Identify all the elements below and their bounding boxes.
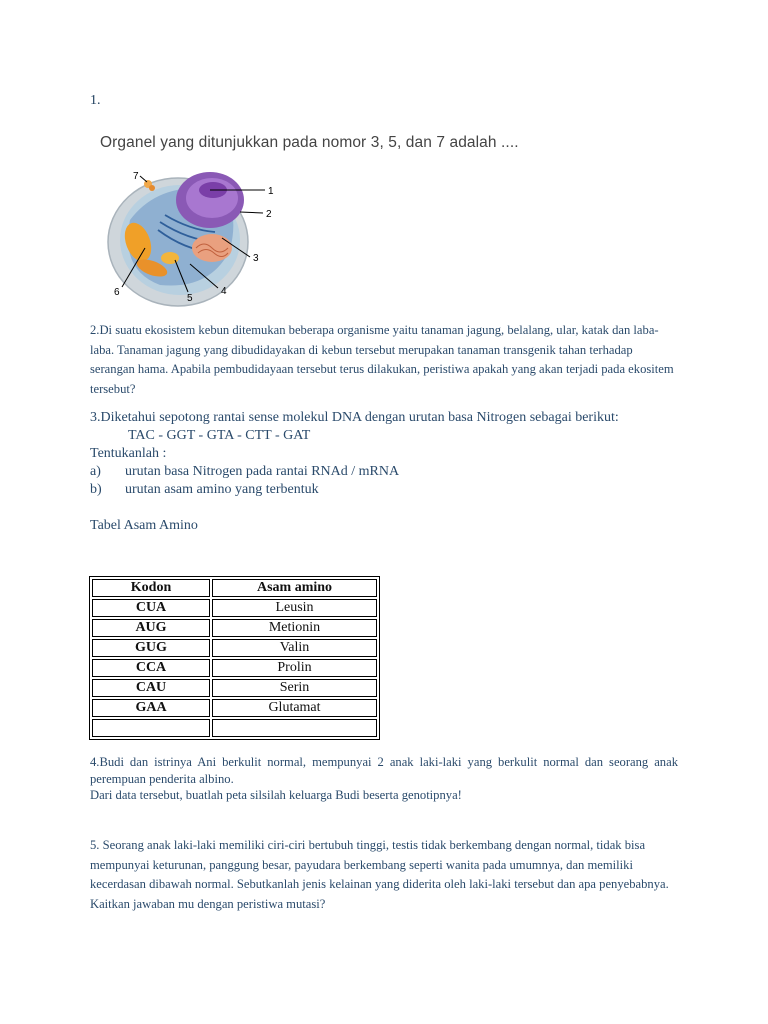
amino-cell: Prolin — [212, 659, 377, 677]
figure-label-5: 5 — [187, 293, 193, 304]
animal-cell-figure — [100, 160, 290, 310]
kodon-cell: GUG — [92, 639, 210, 657]
figure-label-2: 2 — [266, 209, 272, 220]
header-kodon: Kodon — [92, 579, 210, 597]
question-2-text: 2.Di suatu ekosistem kebun ditemukan beberapa organisme yaitu tanaman jagung, belalang, ular, katak dan laba-laba. Tanaman jagung yang dibudidayakan di kebun tersebut merupakan tanaman transgenik tahan terhadap serangan hama. Apabila pembudidayaan tersebut terus dilakukan, peristiwa apakah yang akan terjadi pada ekositem tersebut? — [90, 323, 674, 396]
amino-cell: Valin — [212, 639, 377, 657]
table-row — [92, 659, 377, 677]
table-row — [92, 699, 377, 717]
figure-label-1: 1 — [268, 186, 274, 197]
kodon-cell: CCA — [92, 659, 210, 677]
question-4 — [90, 754, 678, 804]
figure-label-4: 4 — [221, 286, 227, 297]
table-row — [92, 619, 377, 637]
header-asam-amino: Asam amino — [212, 579, 377, 597]
amino-cell: Leusin — [212, 599, 377, 617]
question-3-item-b — [90, 481, 690, 499]
table-header-row — [92, 579, 377, 597]
amino-cell — [212, 719, 377, 737]
table-row — [92, 679, 377, 697]
figure-label-7: 7 — [133, 171, 139, 182]
table-row — [92, 599, 377, 617]
amino-cell: Glutamat — [212, 699, 377, 717]
figure-label-6: 6 — [114, 287, 120, 298]
item-label: a) — [90, 464, 101, 479]
question-3-task: Tentukanlah : — [90, 446, 167, 461]
figure-label-3: 3 — [253, 253, 259, 264]
amino-acid-table — [89, 576, 380, 740]
amino-cell: Serin — [212, 679, 377, 697]
item-label: b) — [90, 482, 102, 497]
table-title: Tabel Asam Amino — [90, 518, 198, 533]
item-text: urutan basa Nitrogen pada rantai RNAd / mRNA — [125, 464, 400, 479]
kodon-cell: CUA — [92, 599, 210, 617]
dna-sequence: TAC - GGT - GTA - CTT - GAT — [128, 428, 311, 443]
figure-caption: Organel yang ditunjukkan pada nomor 3, 5, dan 7 adalah .... — [100, 134, 519, 151]
item-text: urutan asam amino yang terbentuk — [125, 482, 319, 497]
amino-cell: Metionin — [212, 619, 377, 637]
kodon-cell: CAU — [92, 679, 210, 697]
kodon-cell: GAA — [92, 699, 210, 717]
kodon-cell: AUG — [92, 619, 210, 637]
question-3 — [90, 409, 690, 499]
question-3-item-a — [90, 463, 690, 481]
question-4-line-1: 4.Budi dan istrinya Ani berkulit normal, mempunyai 2 anak laki-laki yang berkulit normal dan seorang anak perempuan penderita albino. — [90, 755, 678, 786]
table-row-empty — [92, 719, 377, 737]
table-row — [92, 639, 377, 657]
question-1-number: 1. — [90, 93, 101, 108]
question-3-intro: 3.Diketahui sepotong rantai sense molekul DNA dengan urutan basa Nitrogen sebagai berikut: — [90, 410, 619, 425]
question-4-line-2: Dari data tersebut, buatlah peta silsilah keluarga Budi beserta genotipnya! — [90, 788, 462, 802]
question-5-text: 5. Seorang anak laki-laki memiliki ciri-ciri bertubuh tinggi, testis tidak berkembang dengan normal, tidak bisa mempunyai keturunan, panggung besar, payudara berkembang seperti wanita pada umumnya, dan memiliki kecerdasan dibawah normal. Sebutkanlah jenis kelainan yang diderita oleh laki-laki tersebut dan apa penyebabnya. Kaitkan jawaban mu dengan peristiwa mutasi? — [90, 838, 669, 911]
kodon-cell — [92, 719, 210, 737]
